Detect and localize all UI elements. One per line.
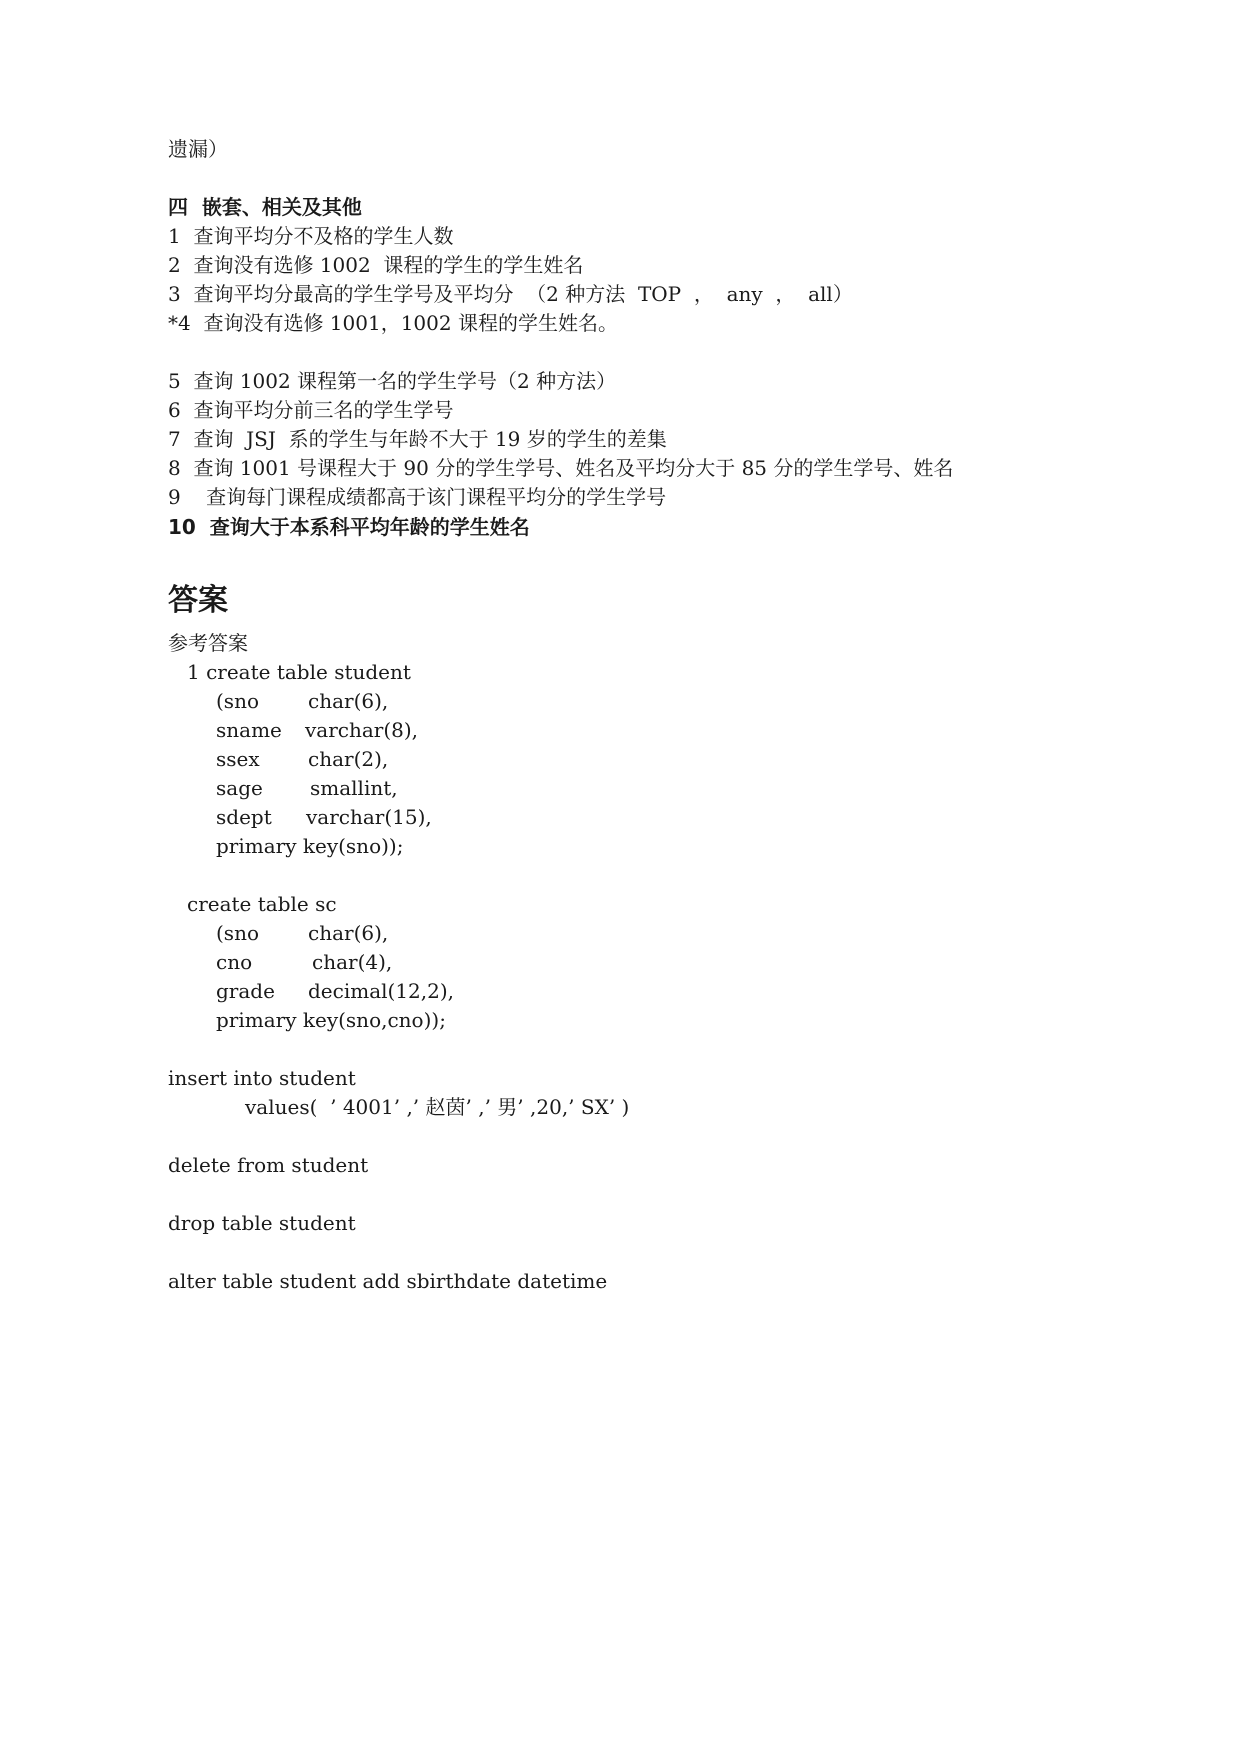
- question-5: 5 查询 1002 课程第一名的学生学号（2 种方法）: [168, 369, 617, 393]
- student-col-type: char(6),: [308, 689, 389, 713]
- student-primary-key: primary key(sno));: [216, 834, 404, 858]
- top-fragment: 遗漏）: [168, 137, 228, 161]
- sc-col-type: char(6),: [308, 921, 389, 945]
- sc-col-type: char(4),: [312, 950, 393, 974]
- question-3: 3 查询平均分最高的学生学号及平均分 （2 种方法 TOP ， any ， all）: [168, 282, 853, 306]
- sc-col-name: grade: [216, 979, 275, 1003]
- answers-subheading: 参考答案: [168, 631, 248, 655]
- student-col-type: smallint,: [310, 776, 398, 800]
- sc-col-name: (sno: [216, 921, 259, 945]
- question-6: 6 查询平均分前三名的学生学号: [168, 398, 454, 422]
- student-col-name: ssex: [216, 747, 260, 771]
- student-col-type: char(2),: [308, 747, 389, 771]
- student-col-name: sname: [216, 718, 282, 742]
- question-1: 1 查询平均分不及格的学生人数: [168, 224, 454, 248]
- insert-line: insert into student: [168, 1066, 356, 1090]
- student-col-type: varchar(8),: [305, 718, 419, 742]
- sc-col-type: decimal(12,2),: [308, 979, 455, 1003]
- question-7: 7 查询 JSJ 系的学生与年龄不大于 19 岁的学生的差集: [168, 427, 667, 451]
- sc-primary-key: primary key(sno,cno));: [216, 1008, 446, 1032]
- values-line: values( ’ 4001’ ,’ 赵茵’ ,’ 男’ ,20,’ SX’ ): [245, 1095, 630, 1119]
- alter-line: alter table student add sbirthdate datetime: [168, 1269, 608, 1293]
- question-9: 9 查询每门课程成绩都高于该门课程平均分的学生学号: [168, 485, 667, 509]
- drop-line: drop table student: [168, 1211, 356, 1235]
- question-8: 8 查询 1001 号课程大于 90 分的学生学号、姓名及平均分大于 85 分的学生学号、姓名: [168, 456, 954, 480]
- student-col-name: sdept: [216, 805, 272, 829]
- create-student-line: 1 create table student: [187, 660, 411, 684]
- question-2: 2 查询没有选修 1002 课程的学生的学生姓名: [168, 253, 584, 277]
- student-col-type: varchar(15),: [306, 805, 432, 829]
- student-col-name: (sno: [216, 689, 259, 713]
- student-col-name: sage: [216, 776, 263, 800]
- answers-heading: 答案: [168, 583, 228, 618]
- delete-line: delete from student: [168, 1153, 369, 1177]
- question-10: 10 查询大于本系科平均年龄的学生姓名: [168, 515, 530, 539]
- create-sc-line: create table sc: [187, 892, 337, 916]
- section4-heading: 四 嵌套、相关及其他: [168, 195, 362, 219]
- question-4: *4 查询没有选修 1001，1002 课程的学生姓名。: [168, 311, 618, 335]
- sc-col-name: cno: [216, 950, 253, 974]
